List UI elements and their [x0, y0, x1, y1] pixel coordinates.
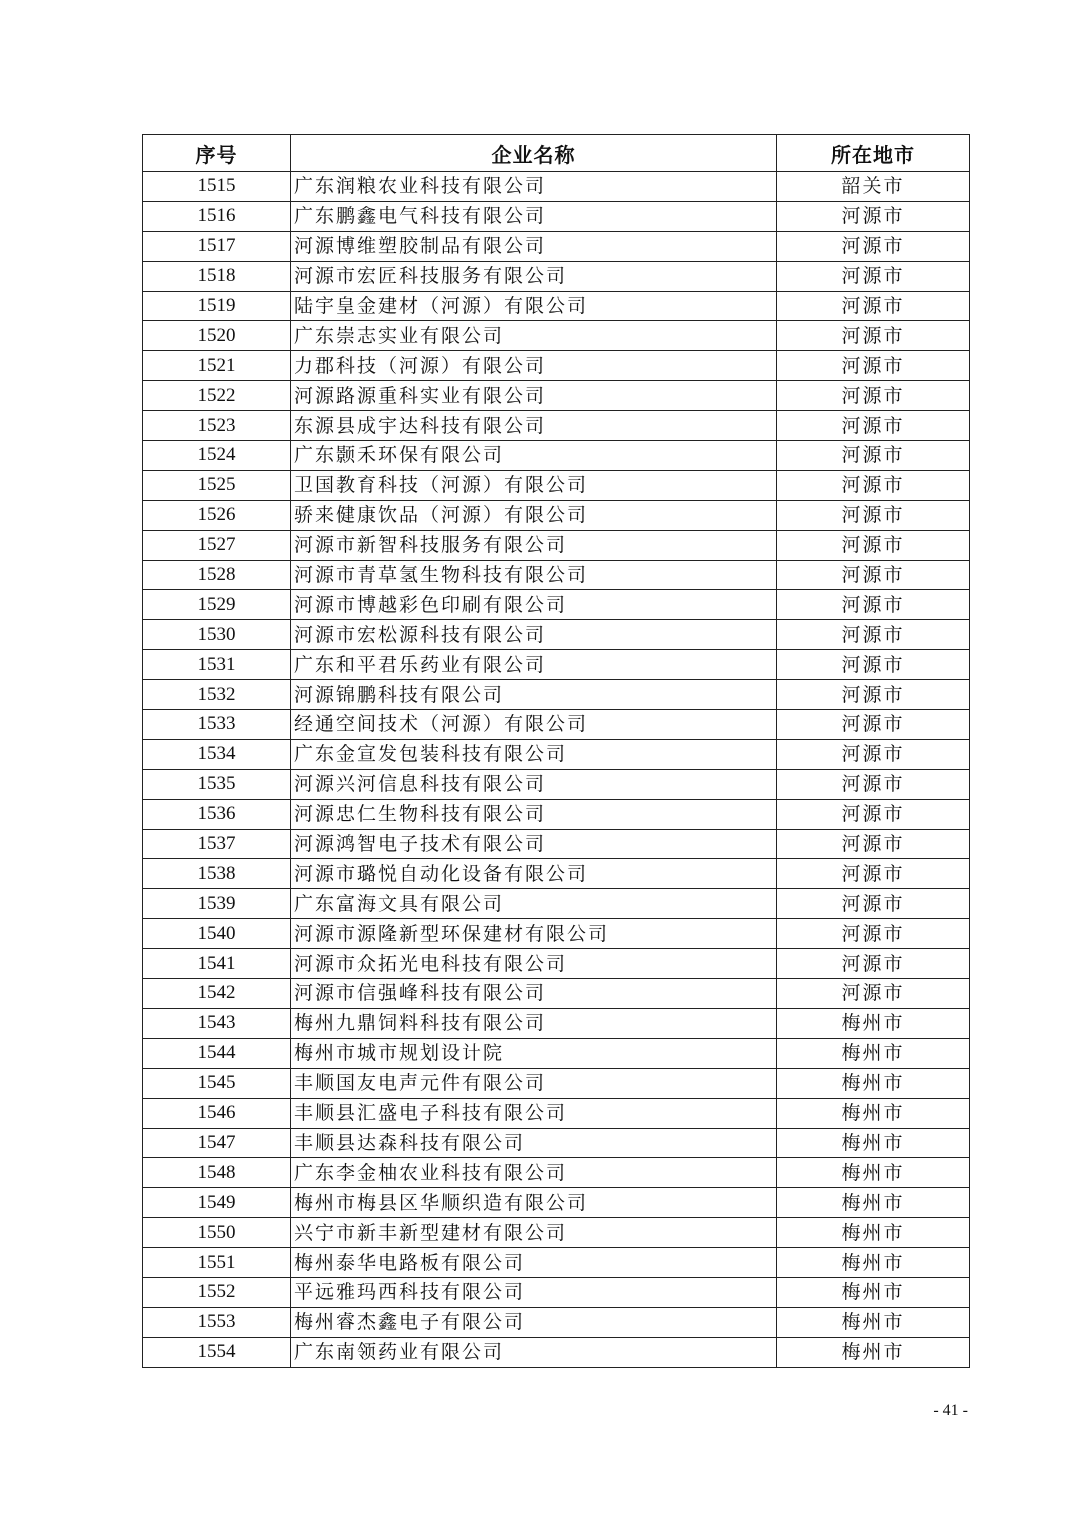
table-row — [143, 1188, 970, 1218]
row-city: 梅州市 — [777, 1098, 970, 1128]
header-row — [143, 135, 970, 172]
table-row — [143, 441, 970, 471]
row-index: 1542 — [143, 979, 291, 1009]
table-header — [143, 135, 970, 172]
row-company-name: 广东李金柚农业科技有限公司 — [291, 1158, 777, 1188]
row-index: 1546 — [143, 1098, 291, 1128]
row-index: 1528 — [143, 560, 291, 590]
row-index: 1554 — [143, 1337, 291, 1367]
row-city: 河源市 — [777, 949, 970, 979]
table-body — [143, 172, 970, 1368]
row-city: 河源市 — [777, 799, 970, 829]
row-index: 1516 — [143, 201, 291, 231]
table-row — [143, 799, 970, 829]
row-index: 1523 — [143, 411, 291, 441]
row-index: 1530 — [143, 620, 291, 650]
table-row — [143, 680, 970, 710]
table-row — [143, 231, 970, 261]
row-index: 1517 — [143, 231, 291, 261]
row-city: 河源市 — [777, 381, 970, 411]
row-city: 韶关市 — [777, 172, 970, 202]
row-index: 1537 — [143, 829, 291, 859]
row-index: 1529 — [143, 590, 291, 620]
table-row — [143, 710, 970, 740]
row-company-name: 陆宇皇金建材（河源）有限公司 — [291, 291, 777, 321]
row-company-name: 河源鸿智电子技术有限公司 — [291, 829, 777, 859]
table-row — [143, 859, 970, 889]
enterprise-table — [142, 134, 970, 1368]
row-company-name: 广东金宣发包装科技有限公司 — [291, 739, 777, 769]
row-company-name: 丰顺国友电声元件有限公司 — [291, 1068, 777, 1098]
row-company-name: 广东润粮农业科技有限公司 — [291, 172, 777, 202]
table-row — [143, 1158, 970, 1188]
table-row — [143, 321, 970, 351]
row-index: 1525 — [143, 470, 291, 500]
row-company-name: 广东崇志实业有限公司 — [291, 321, 777, 351]
header-city: 所在地市 — [777, 135, 970, 172]
row-index: 1541 — [143, 949, 291, 979]
row-index: 1550 — [143, 1218, 291, 1248]
row-index: 1539 — [143, 889, 291, 919]
row-index: 1515 — [143, 172, 291, 202]
row-city: 河源市 — [777, 291, 970, 321]
row-index: 1553 — [143, 1307, 291, 1337]
row-index: 1535 — [143, 769, 291, 799]
row-city: 河源市 — [777, 739, 970, 769]
row-city: 河源市 — [777, 560, 970, 590]
row-city: 河源市 — [777, 829, 970, 859]
row-company-name: 广东富海文具有限公司 — [291, 889, 777, 919]
table-row — [143, 889, 970, 919]
table-row — [143, 411, 970, 441]
table-row — [143, 620, 970, 650]
row-city: 河源市 — [777, 680, 970, 710]
row-index: 1545 — [143, 1068, 291, 1098]
row-company-name: 梅州泰华电路板有限公司 — [291, 1248, 777, 1278]
table-row — [143, 500, 970, 530]
row-index: 1519 — [143, 291, 291, 321]
row-city: 河源市 — [777, 411, 970, 441]
table-row — [143, 979, 970, 1009]
row-index: 1549 — [143, 1188, 291, 1218]
table-row — [143, 1098, 970, 1128]
row-index: 1551 — [143, 1248, 291, 1278]
row-company-name: 河源博维塑胶制品有限公司 — [291, 231, 777, 261]
row-index: 1534 — [143, 739, 291, 769]
table-row — [143, 1068, 970, 1098]
row-city: 梅州市 — [777, 1337, 970, 1367]
row-company-name: 力郡科技（河源）有限公司 — [291, 351, 777, 381]
row-index: 1540 — [143, 919, 291, 949]
row-city: 河源市 — [777, 470, 970, 500]
row-city: 河源市 — [777, 620, 970, 650]
row-company-name: 河源市宏匠科技服务有限公司 — [291, 261, 777, 291]
row-company-name: 梅州睿杰鑫电子有限公司 — [291, 1307, 777, 1337]
row-city: 河源市 — [777, 769, 970, 799]
row-company-name: 河源锦鹏科技有限公司 — [291, 680, 777, 710]
table-row — [143, 1248, 970, 1278]
row-city: 河源市 — [777, 650, 970, 680]
row-company-name: 平远雅玛西科技有限公司 — [291, 1277, 777, 1307]
row-city: 梅州市 — [777, 1128, 970, 1158]
row-company-name: 兴宁市新丰新型建材有限公司 — [291, 1218, 777, 1248]
row-city: 梅州市 — [777, 1008, 970, 1038]
row-company-name: 梅州市城市规划设计院 — [291, 1038, 777, 1068]
row-company-name: 河源市博越彩色印刷有限公司 — [291, 590, 777, 620]
row-city: 河源市 — [777, 889, 970, 919]
row-index: 1548 — [143, 1158, 291, 1188]
row-company-name: 梅州市梅县区华顺织造有限公司 — [291, 1188, 777, 1218]
row-city: 梅州市 — [777, 1188, 970, 1218]
row-index: 1518 — [143, 261, 291, 291]
table-row — [143, 470, 970, 500]
table-row — [143, 530, 970, 560]
row-city: 梅州市 — [777, 1218, 970, 1248]
table-row — [143, 829, 970, 859]
header-index: 序号 — [143, 135, 291, 172]
row-index: 1543 — [143, 1008, 291, 1038]
row-index: 1521 — [143, 351, 291, 381]
row-city: 梅州市 — [777, 1248, 970, 1278]
row-index: 1524 — [143, 441, 291, 471]
row-company-name: 经通空间技术（河源）有限公司 — [291, 710, 777, 740]
row-city: 河源市 — [777, 859, 970, 889]
row-city: 河源市 — [777, 530, 970, 560]
row-city: 河源市 — [777, 201, 970, 231]
table-row — [143, 769, 970, 799]
row-city: 河源市 — [777, 979, 970, 1009]
row-company-name: 河源忠仁生物科技有限公司 — [291, 799, 777, 829]
row-index: 1532 — [143, 680, 291, 710]
table-row — [143, 201, 970, 231]
table-row — [143, 650, 970, 680]
table-row — [143, 1337, 970, 1367]
page-number: - 41 - — [933, 1402, 968, 1419]
row-index: 1520 — [143, 321, 291, 351]
row-company-name: 广东和平君乐药业有限公司 — [291, 650, 777, 680]
row-company-name: 河源兴河信息科技有限公司 — [291, 769, 777, 799]
table-row — [143, 1038, 970, 1068]
row-city: 梅州市 — [777, 1158, 970, 1188]
row-city: 河源市 — [777, 261, 970, 291]
table-row — [143, 381, 970, 411]
table-row — [143, 919, 970, 949]
row-company-name: 东源县成宇达科技有限公司 — [291, 411, 777, 441]
row-company-name: 丰顺县汇盛电子科技有限公司 — [291, 1098, 777, 1128]
header-name: 企业名称 — [291, 135, 777, 172]
row-company-name: 河源市众拓光电科技有限公司 — [291, 949, 777, 979]
row-city: 河源市 — [777, 321, 970, 351]
table-row — [143, 739, 970, 769]
row-city: 河源市 — [777, 590, 970, 620]
row-city: 河源市 — [777, 710, 970, 740]
table-row — [143, 560, 970, 590]
row-city: 河源市 — [777, 441, 970, 471]
row-index: 1522 — [143, 381, 291, 411]
row-company-name: 河源市宏松源科技有限公司 — [291, 620, 777, 650]
row-city: 梅州市 — [777, 1068, 970, 1098]
row-index: 1531 — [143, 650, 291, 680]
row-company-name: 广东鹏鑫电气科技有限公司 — [291, 201, 777, 231]
row-company-name: 卫国教育科技（河源）有限公司 — [291, 470, 777, 500]
row-company-name: 河源路源重科实业有限公司 — [291, 381, 777, 411]
row-city: 梅州市 — [777, 1277, 970, 1307]
table-row — [143, 261, 970, 291]
row-index: 1544 — [143, 1038, 291, 1068]
table-row — [143, 949, 970, 979]
row-company-name: 河源市青草氢生物科技有限公司 — [291, 560, 777, 590]
row-company-name: 河源市信强峰科技有限公司 — [291, 979, 777, 1009]
row-city: 河源市 — [777, 231, 970, 261]
table-row — [143, 1128, 970, 1158]
table-row — [143, 1008, 970, 1038]
table-row — [143, 1277, 970, 1307]
row-city: 河源市 — [777, 500, 970, 530]
row-city: 梅州市 — [777, 1038, 970, 1068]
table-row — [143, 291, 970, 321]
row-city: 河源市 — [777, 919, 970, 949]
row-company-name: 骄来健康饮品（河源）有限公司 — [291, 500, 777, 530]
table-row — [143, 1307, 970, 1337]
row-company-name: 梅州九鼎饲料科技有限公司 — [291, 1008, 777, 1038]
row-city: 梅州市 — [777, 1307, 970, 1337]
table-row — [143, 590, 970, 620]
table-row — [143, 1218, 970, 1248]
row-company-name: 广东颢禾环保有限公司 — [291, 441, 777, 471]
row-company-name: 广东南领药业有限公司 — [291, 1337, 777, 1367]
row-index: 1533 — [143, 710, 291, 740]
row-index: 1527 — [143, 530, 291, 560]
row-company-name: 河源市新智科技服务有限公司 — [291, 530, 777, 560]
row-company-name: 河源市源隆新型环保建材有限公司 — [291, 919, 777, 949]
row-index: 1538 — [143, 859, 291, 889]
row-city: 河源市 — [777, 351, 970, 381]
row-index: 1536 — [143, 799, 291, 829]
row-index: 1526 — [143, 500, 291, 530]
row-company-name: 丰顺县达森科技有限公司 — [291, 1128, 777, 1158]
row-index: 1552 — [143, 1277, 291, 1307]
row-company-name: 河源市璐悦自动化设备有限公司 — [291, 859, 777, 889]
row-index: 1547 — [143, 1128, 291, 1158]
table-row — [143, 351, 970, 381]
table-row — [143, 172, 970, 202]
